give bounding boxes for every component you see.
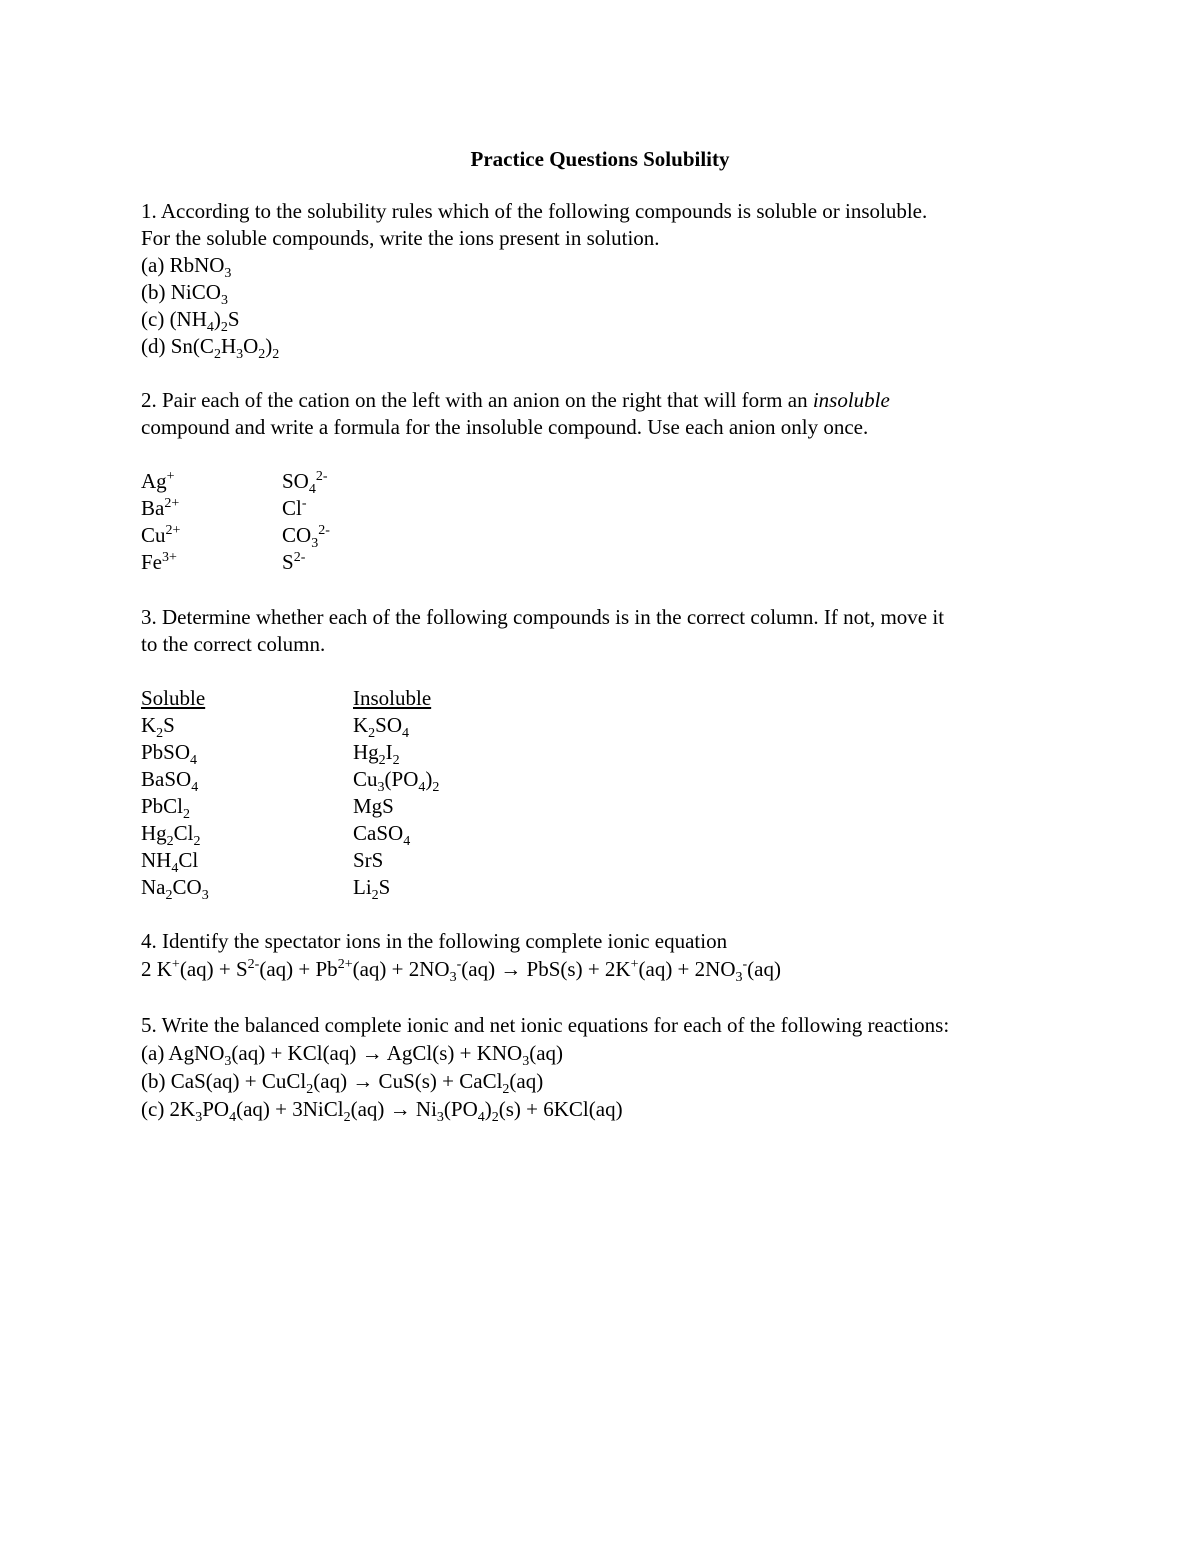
insoluble-item: $K_2SO_4$ bbox=[353, 713, 410, 742]
cation-ba: $Ba^{2+}$ bbox=[141, 496, 180, 520]
soluble-item: $Hg_2Cl_2$ bbox=[141, 821, 201, 850]
q1-item-c-label: (c) bbox=[141, 307, 170, 331]
insoluble-column-header: Insoluble bbox=[353, 686, 432, 710]
q2-prompt-line1 bbox=[141, 387, 890, 413]
cation-ag: Ag+ bbox=[141, 469, 175, 493]
soluble-column-header: Soluble bbox=[141, 686, 206, 710]
cation-cu: $Cu^{2+}$ bbox=[141, 523, 181, 547]
anion-sulfide: $S^{2-}$ bbox=[282, 550, 306, 574]
q1-prompt-line1: 1. According to the solubility rules which of the following compounds is soluble or insoluble. bbox=[141, 199, 928, 223]
q1-item-b-label: (b) bbox=[141, 280, 171, 304]
soluble-item: $Na_2CO_3$ bbox=[141, 875, 209, 904]
insoluble-item: SrS bbox=[353, 848, 384, 872]
q3-prompt-line2: to the correct column. bbox=[141, 632, 326, 656]
insoluble-item: $Li_2S$ bbox=[353, 875, 391, 904]
q4-equation: 2 $K^+(aq) + S^{2-}(aq) + Pb^{2+}(aq) + 2NO_3^-(aq) \to PbS(s) + 2K^+(aq) + 2NO_3^-(aq)$ bbox=[141, 957, 781, 986]
q3-prompt-line1: 3. Determine whether each of the following compounds is in the correct column. If not, move it bbox=[141, 605, 945, 629]
q5-reaction-b: (b) CaS(aq) + CuCl$_2$(aq) → CuS(s) + CaCl$_2$(aq) bbox=[141, 1069, 544, 1098]
q2-emphasis: insoluble bbox=[812, 388, 890, 412]
q1-item-a: (a) RbNO$_3$ bbox=[141, 253, 232, 282]
insoluble-item: $Hg_2I_2$ bbox=[353, 740, 400, 769]
cation-fe: $Fe^{3+}$ bbox=[141, 550, 177, 574]
q1-item-c: (c) $(NH_4)_2S$ bbox=[141, 307, 240, 336]
q1-item-b: (b) NiCO$_3$ bbox=[141, 280, 228, 309]
anion-sulfate: $SO_4^{2-}$ bbox=[282, 469, 328, 498]
q1-prompt-line2: For the soluble compounds, write the ions present in solution. bbox=[141, 226, 660, 250]
q1-item-d: (d) $Sn(C_2H_3O_2)_2$ bbox=[141, 334, 280, 363]
page-title: Practice Questions Solubility bbox=[470, 147, 730, 171]
q4-prompt: 4. Identify the spectator ions in the following complete ionic equation bbox=[141, 929, 728, 953]
q1-item-a-label: (a) bbox=[141, 253, 170, 277]
insoluble-item: MgS bbox=[353, 794, 394, 818]
q5-reaction-c: (c) $2K_3PO_4(aq)$ + 3NiCl$_2$(aq) → $Ni_3(PO_4)_2(s) + 6KCl(aq)$ bbox=[141, 1097, 623, 1126]
insoluble-item: CaSO$_4$ bbox=[353, 821, 411, 850]
soluble-item: PbCl$_2$ bbox=[141, 794, 191, 823]
q1-item-d-label: (d) bbox=[141, 334, 171, 358]
q5-reaction-a: (a) AgNO$_3$(aq) + KCl(aq) → AgCl(s) + $KNO_3(aq)$ bbox=[141, 1041, 564, 1070]
soluble-item: $NH_4Cl$ bbox=[141, 848, 199, 877]
soluble-item: $K_2S$ bbox=[141, 713, 175, 742]
anion-carbonate: $CO_3^{2-}$ bbox=[282, 523, 330, 552]
q2-prompt-text: 2. Pair each of the cation on the left with an anion on the right that will form an bbox=[141, 388, 813, 412]
soluble-item: BaSO$_4$ bbox=[141, 767, 199, 796]
anion-chloride: Cl- bbox=[282, 496, 307, 520]
insoluble-item: $Cu_3(PO_4)_2$ bbox=[353, 767, 440, 796]
q5-prompt: 5. Write the balanced complete ionic and net ionic equations for each of the following reactions: bbox=[141, 1013, 950, 1037]
soluble-item: PbSO$_4$ bbox=[141, 740, 198, 769]
q2-prompt-line2: compound and write a formula for the insoluble compound. Use each anion only once. bbox=[141, 415, 869, 439]
